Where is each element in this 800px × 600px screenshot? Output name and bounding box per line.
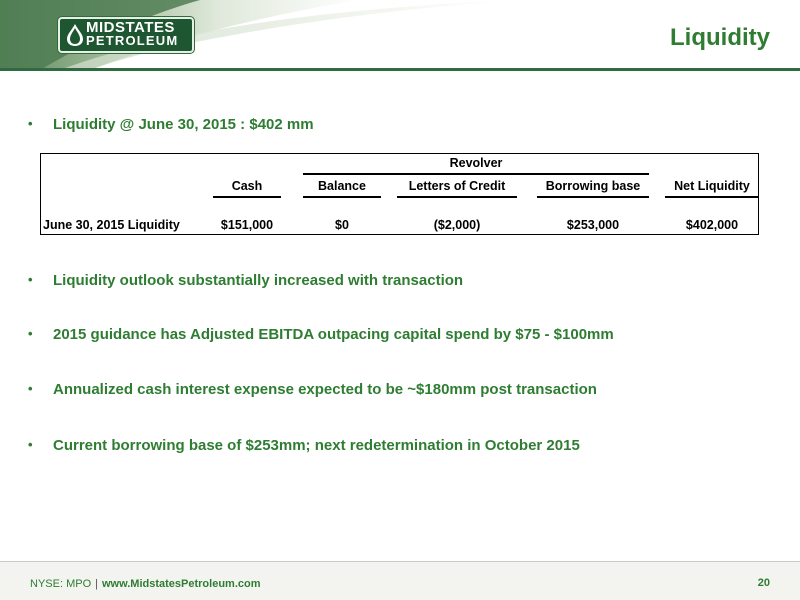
row-label: June 30, 2015 Liquidity <box>43 218 180 232</box>
col-underline <box>397 196 517 198</box>
col-header-balance: Balance <box>318 179 366 193</box>
col-header-borrowing-base: Borrowing base <box>545 179 641 193</box>
bullet-text: Liquidity outlook substantially increased with transaction <box>53 272 464 289</box>
footer-ticker: NYSE: MPO <box>30 578 92 590</box>
bullet-text: Annualized cash interest expense expected to be ~$180mm post transaction <box>53 381 597 398</box>
oil-drop-icon <box>64 23 86 47</box>
liquidity-table <box>40 153 759 235</box>
bullet-marker: • <box>28 326 33 341</box>
col-underline <box>303 196 381 198</box>
col-underline <box>537 196 649 198</box>
footer-separator: | <box>95 578 98 590</box>
col-header-net-liquidity: Net Liquidity <box>674 179 750 193</box>
footer-website-link[interactable]: www.MidstatesPetroleum.com <box>101 578 261 590</box>
row-value-borrowing-base: $253,000 <box>566 218 620 232</box>
col-underline <box>213 196 281 198</box>
bullet-interest-expense <box>28 381 597 398</box>
bullet-text: 2015 guidance has Adjusted EBITDA outpacing capital spend by $75 - $100mm <box>53 326 614 343</box>
revolver-underline <box>303 173 649 175</box>
slide-header <box>0 0 800 72</box>
col-header-cash: Cash <box>231 179 263 193</box>
page-number: 20 <box>757 577 770 589</box>
row-value-cash: $151,000 <box>220 218 274 232</box>
footer-info <box>30 578 261 590</box>
header-divider <box>0 68 800 71</box>
row-value-net-liquidity: $402,000 <box>685 218 739 232</box>
logo-text-petroleum: PETROLEUM <box>86 33 179 48</box>
bullet-borrowing-base <box>28 437 580 454</box>
company-logo <box>58 17 194 53</box>
bullet-liquidity <box>28 116 314 133</box>
bullet-guidance <box>28 326 614 343</box>
logo-text-midstates: MIDSTATES <box>86 19 175 36</box>
row-value-letters-of-credit: ($2,000) <box>433 218 481 232</box>
row-value-balance: $0 <box>335 218 349 232</box>
bullet-marker: • <box>28 381 33 396</box>
bullet-marker: • <box>28 116 33 131</box>
bullet-outlook <box>28 272 463 289</box>
bullet-marker: • <box>28 272 33 287</box>
col-underline <box>665 196 759 198</box>
bullet-marker: • <box>28 437 33 452</box>
slide-title: Liquidity <box>670 24 770 51</box>
col-header-letters-of-credit: Letters of Credit <box>408 179 506 193</box>
bullet-text: Liquidity @ June 30, 2015 : $402 mm <box>53 116 314 133</box>
table-group-header-revolver: Revolver <box>449 156 503 170</box>
bullet-text: Current borrowing base of $253mm; next redetermination in October 2015 <box>53 437 580 454</box>
